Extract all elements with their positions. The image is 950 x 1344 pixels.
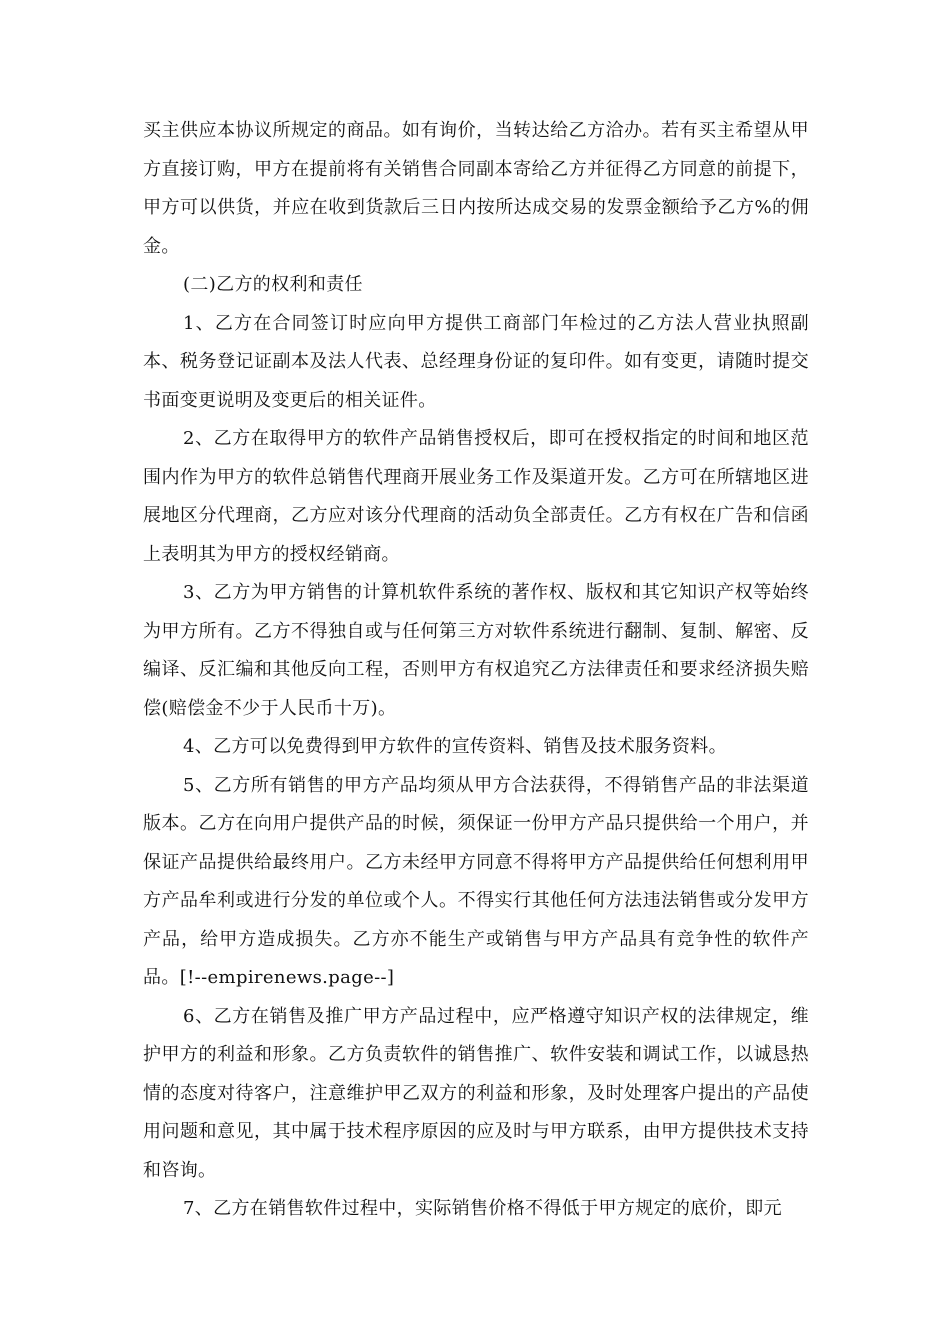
clause-4: 4、乙方可以免费得到甲方软件的宣传资料、销售及技术服务资料。 — [183, 736, 727, 757]
clause-3: 3、乙方为甲方销售的计算机软件系统的著作权、版权和其它知识产权等始终为甲方所有。乙方不得独自或与任何第三方对软件系统进行翻制、复制、解密、反编译、反汇编和其他反向工程，否则甲方有权追究乙方法律责任和要求经济损失赔偿(赔偿金不少于人民币十万)。 — [143, 582, 809, 719]
clause-6: 6、乙方在销售及推广甲方产品过程中，应严格遵守知识产权的法律规定，维护甲方的利益和形象。乙方负责软件的销售推广、软件安装和调试工作，以诚恳热情的态度对待客户，注意维护甲乙双方的利益和形象，及时处理客户提出的产品使用问题和意见，其中属于技术程序原因的应及时与甲方联系，由甲方提供技术支持和咨询。 — [143, 1005, 809, 1181]
clause-5: 5、乙方所有销售的甲方产品均须从甲方合法获得，不得销售产品的非法渠道版本。乙方在向用户提供产品的时候，须保证一份甲方产品只提供给一个用户，并保证产品提供给最终用户。乙方未经甲方同意不得将甲方产品提供给任何想利用甲方产品牟利或进行分发的单位或个人。不得实行其他任何方法违法销售或分发甲方产品，给甲方造成损失。乙方亦不能生产或销售与甲方产品具有竞争性的软件产品。[!--empirenews.page--] — [143, 774, 809, 988]
clause-2: 2、乙方在取得甲方的软件产品销售授权后，即可在授权指定的时间和地区范围内作为甲方的软件总销售代理商开展业务工作及渠道开发。乙方可在所辖地区进展地区分代理商，乙方应对该分代理商的活动负全部责任。乙方有权在广告和信函上表明其为甲方的授权经销商。 — [143, 428, 809, 565]
paragraph-continuation: 买主供应本协议所规定的商品。如有询价，当转达给乙方洽办。若有买主希望从甲方直接订购，甲方在提前将有关销售合同副本寄给乙方并征得乙方同意的前提下，甲方可以供货，并应在收到货款后三日内按所达成交易的发票金额给予乙方%的佣金。 — [143, 120, 809, 257]
clause-1: 1、乙方在合同签订时应向甲方提供工商部门年检过的乙方法人营业执照副本、税务登记证副本及法人代表、总经理身份证的复印件。如有变更，请随时提交书面变更说明及变更后的相关证件。 — [143, 312, 809, 411]
clause-7: 7、乙方在销售软件过程中，实际销售价格不得低于甲方规定的底价，即元 — [183, 1198, 782, 1219]
section-heading: (二)乙方的权利和责任 — [183, 274, 363, 295]
document-body — [143, 112, 809, 1229]
